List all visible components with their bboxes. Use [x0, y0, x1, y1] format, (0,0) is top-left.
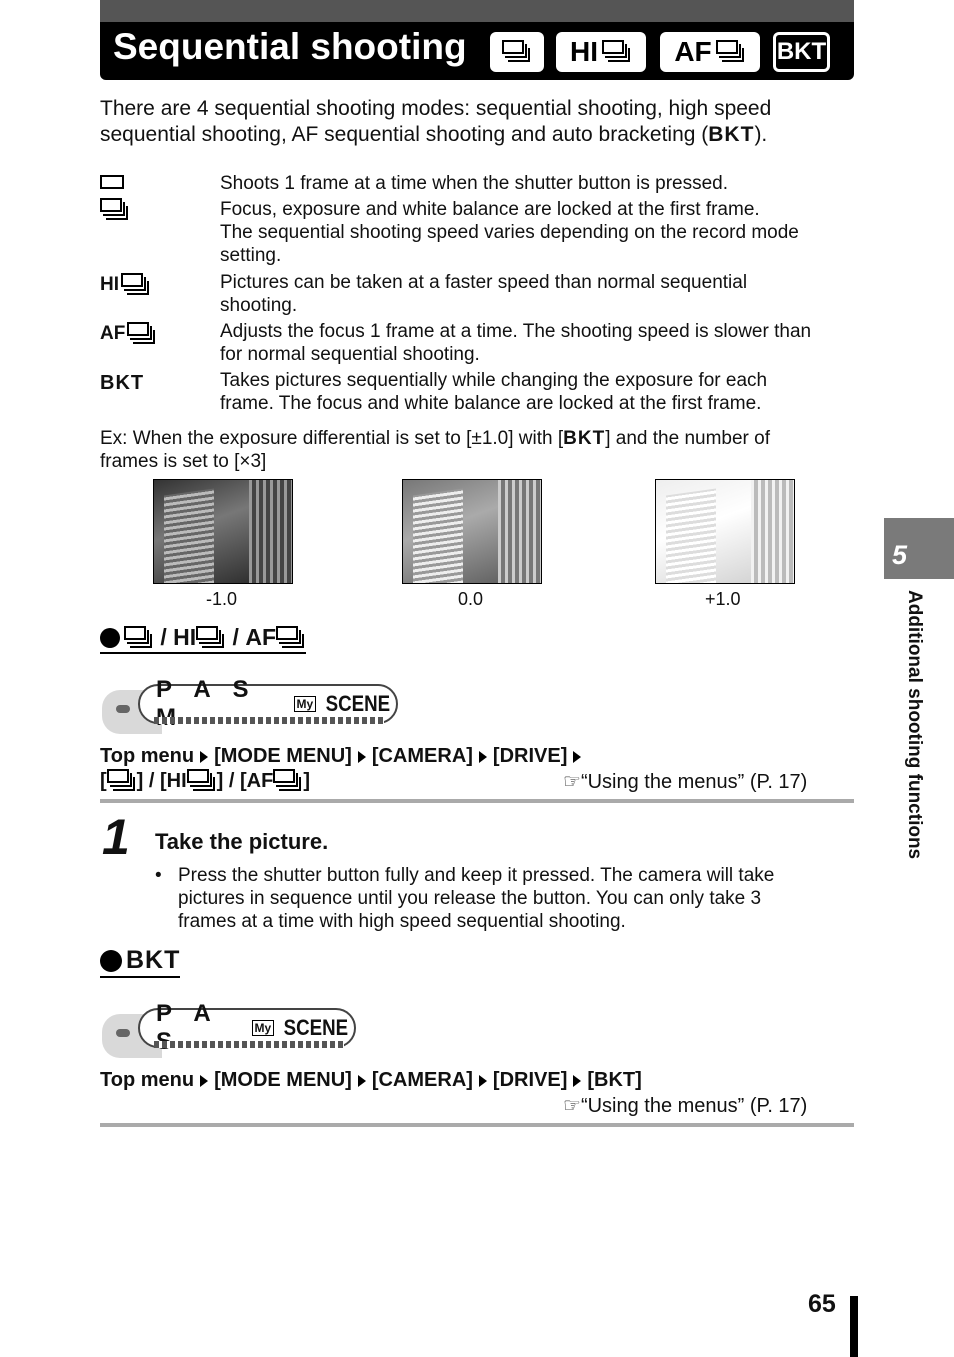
- step-number: 1: [102, 809, 130, 865]
- intro-line-2-end: ).: [754, 123, 768, 146]
- mode-desc-single: Shoots 1 frame at a time when the shutter button is pressed.: [220, 173, 728, 194]
- divider-2: [100, 1123, 854, 1127]
- bkt-list-icon: BKT: [100, 372, 145, 394]
- af-sequential-icon: [660, 32, 760, 72]
- section-heading-sequential: / HI / AF: [100, 624, 306, 654]
- single-frame-icon: [100, 175, 124, 194]
- photo-underexposed: [153, 479, 293, 584]
- af-label: AF: [674, 36, 712, 67]
- mode-desc-sequential: Focus, exposure and white balance are locked at the first frame. The sequential shooting speed varies depending on the record mode setting.: [220, 199, 799, 266]
- example-text: Ex: When the exposure differential is set to [±1.0] with [BKT] and the number of frames is set to [×3]: [100, 428, 770, 472]
- menu-path-2: Top menu [MODE MENU] [CAMERA] [DRIVE] [BKT]: [100, 1069, 642, 1091]
- af-sequential-list-icon: AF: [100, 322, 157, 346]
- reference-link-2[interactable]: ☞“Using the menus” (P. 17): [563, 1095, 808, 1117]
- page-number-bar: [850, 1296, 858, 1357]
- title-top-strip: [100, 0, 854, 22]
- reference-hand-icon: ☞: [563, 1095, 581, 1117]
- caption-zero: 0.0: [458, 589, 484, 609]
- sequential-icon: [490, 32, 544, 72]
- caption-minus: -1.0: [206, 589, 238, 609]
- hi-sequential-list-icon: HI: [100, 273, 151, 297]
- menu-path-1-options: [ ] / [ HI ] / [ AF ]: [100, 769, 311, 792]
- mode-desc-bkt: Takes pictures sequentially while changing the exposure for each frame. The focus and white balance are locked at the first frame.: [220, 370, 768, 414]
- menu-path-1: Top menu [MODE MENU] [CAMERA] [DRIVE]: [100, 745, 587, 768]
- page-number: 65: [808, 1290, 836, 1318]
- shooting-modes-dial-bkt: P A My SCENE: [138, 1008, 356, 1048]
- reference-link-1[interactable]: ☞“Using the menus” (P. 17): [563, 771, 808, 793]
- dial-marker-icon: [116, 1029, 130, 1037]
- step-description: Press the shutter button fully and keep it pressed. The camera will take pictures in sequence until you release the button. You can only take 3 frames at a time with high speed sequential shooting.: [178, 865, 775, 932]
- caption-plus: +1.0: [705, 589, 741, 609]
- chapter-title: Additional shooting functions: [904, 590, 925, 860]
- page-title: Sequential shooting: [113, 26, 467, 67]
- bkt-inline-label: BKT: [708, 123, 755, 146]
- section-heading-bkt: BKT: [100, 946, 180, 978]
- intro-text: [100, 96, 860, 148]
- bullet-dot-icon: [100, 628, 120, 648]
- photo-normal: [402, 479, 542, 584]
- hi-label: HI: [570, 36, 598, 67]
- photo-overexposed: [655, 479, 795, 584]
- hi-sequential-icon: [556, 32, 646, 72]
- mode-desc-hi: Pictures can be taken at a faster speed than normal sequential shooting.: [220, 272, 748, 316]
- sequential-icon: [196, 626, 226, 650]
- my-scene-icon: My: [294, 696, 317, 712]
- chapter-number: 5: [892, 540, 908, 570]
- sequential-list-icon: [100, 198, 130, 222]
- my-scene-icon: My: [252, 1020, 275, 1036]
- sequential-icon: [124, 626, 154, 650]
- bkt-inline-label: BKT: [563, 428, 606, 449]
- divider-1: [100, 799, 854, 803]
- intro-line-1: There are 4 sequential shooting modes: sequential shooting, high speed: [100, 97, 772, 120]
- bullet-dot-icon: [100, 950, 122, 972]
- intro-line-2: sequential shooting, AF sequential shooting and auto bracketing (: [100, 123, 709, 146]
- step-bullet: •: [155, 865, 162, 886]
- reference-hand-icon: ☞: [563, 771, 581, 793]
- step-title: Take the picture.: [155, 829, 329, 854]
- title-bar: [100, 0, 854, 80]
- dial-marker-icon: [116, 705, 130, 713]
- sequential-icon: [276, 626, 306, 650]
- shooting-modes-dial: P A S My SCENE: [138, 684, 398, 724]
- bkt-badge: BKT: [773, 32, 830, 72]
- mode-desc-af: Adjusts the focus 1 frame at a time. The shooting speed is slower than for normal sequential shooting.: [220, 321, 812, 365]
